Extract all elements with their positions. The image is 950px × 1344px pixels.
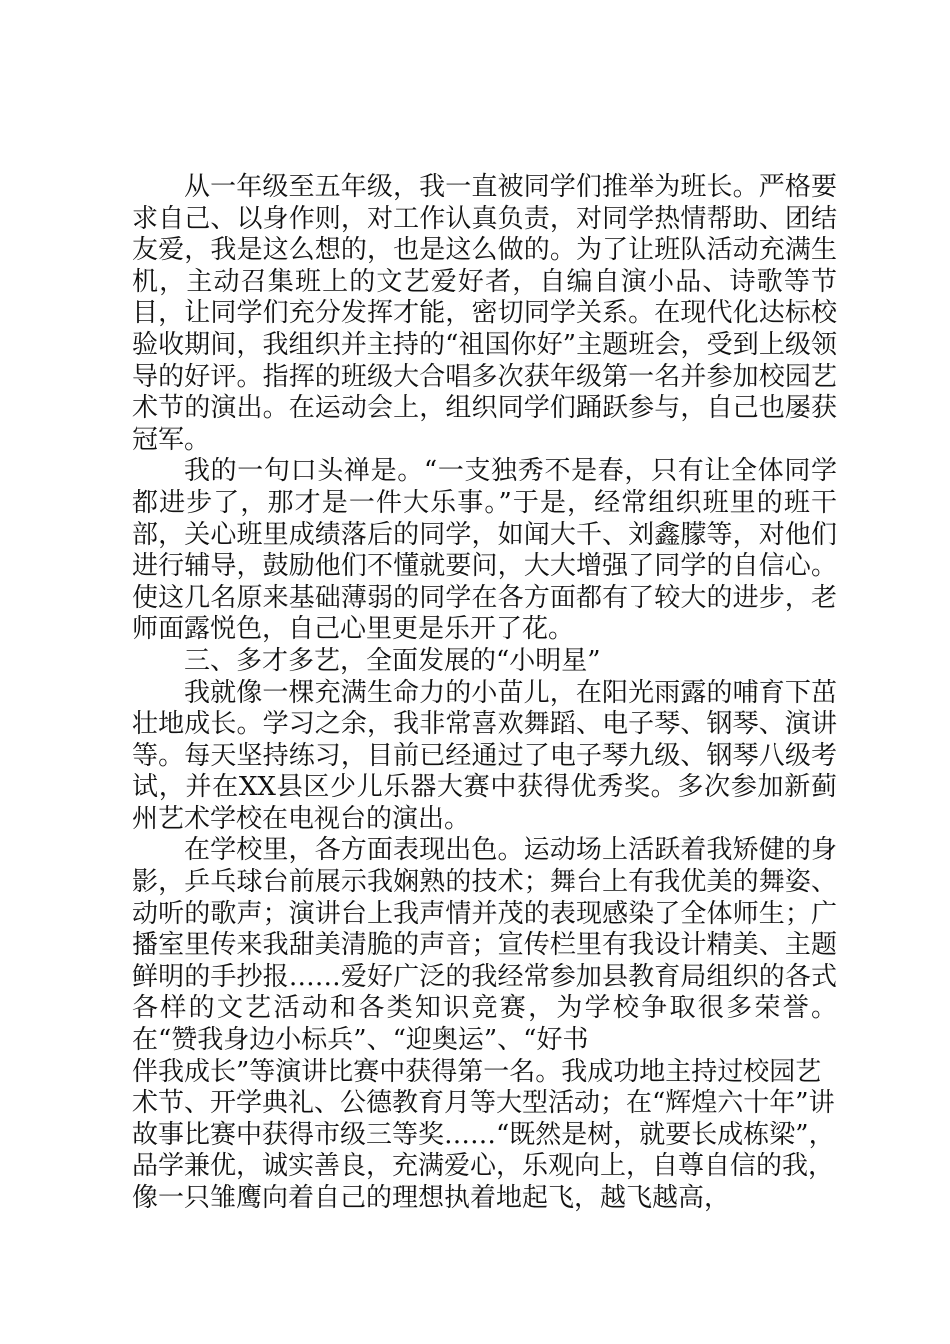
section-heading: 三、多才多艺，全面发展的“小明星” <box>184 645 601 676</box>
paragraph: 我的一句口头禅是。“一支独秀不是春，只有让全体同学都进步了，那才是一件大乐事。”于是，经常组织班里的班干部，关心班里成绩落后的同学，如闻大千、刘鑫朦等，对他们进行辅导，鼓励他们不懂就要问，大大增强了同学的自信心。使这几名原来基础薄弱的同学在各方面都有了较大的进步，老师面露悦色，自己心里更是乐开了花。 <box>132 456 837 645</box>
paragraph: 从一年级至五年级，我一直被同学们推举为班长。严格要求自己、以身作则，对工作认真负责，对同学热情帮助、团结友爱，我是这么想的，也是这么做的。为了让班队活动充满生机，主动召集班上的文艺爱好者，自编自演小品、诗歌等节目，让同学们充分发挥才能，密切同学关系。在现代化达标校验收期间，我组织并主持的“祖国你好”主题班会，受到上级领导的好评。指挥的班级大合唱多次获年级第一名并参加校园艺术节的演出。在运动会上，组织同学们踊跃参与，自己也屡获冠军。 <box>132 172 837 455</box>
document-body <box>132 172 837 1215</box>
paragraph-continuation: 伴我成长”等演讲比赛中获得第一名。我成功地主持过校园艺术节、开学典礼、公德教育月等大型活动；在“辉煌六十年”讲故事比赛中获得市级三等奖……“既然是树，就要长成栋梁”，品学兼优，诚实善良，充满爱心，乐观向上，自尊自信的我，像一只雏鹰向着自己的理想执着地起飞，越飞越高， <box>132 1056 835 1213</box>
paragraph: 我就像一棵充满生命力的小苗儿，在阳光雨露的哺育下茁壮地成长。学习之余，我非常喜欢舞蹈、电子琴、钢琴、演讲等。每天坚持练习，目前已经通过了电子琴九级、钢琴八级考试，并在XX县区少儿乐器大赛中获得优秀奖。多次参加新蓟州艺术学校在电视台的演出。 <box>132 677 837 834</box>
paragraph: 在学校里，各方面表现出色。运动场上活跃着我矫健的身影，乒乓球台前展示我娴熟的技术；舞台上有我优美的舞姿、动听的歌声；演讲台上我声情并茂的表现感染了全体师生；广播室里传来我甜美清脆的声音；宣传栏里有我设计精美、主题鲜明的手抄报……爱好广泛的我经常参加县教育局组织的各式各样的文艺活动和各类知识竞赛，为学校争取很多荣誉。在“赞我身边小标兵”、“迎奥运”、“好书 <box>132 835 837 1056</box>
